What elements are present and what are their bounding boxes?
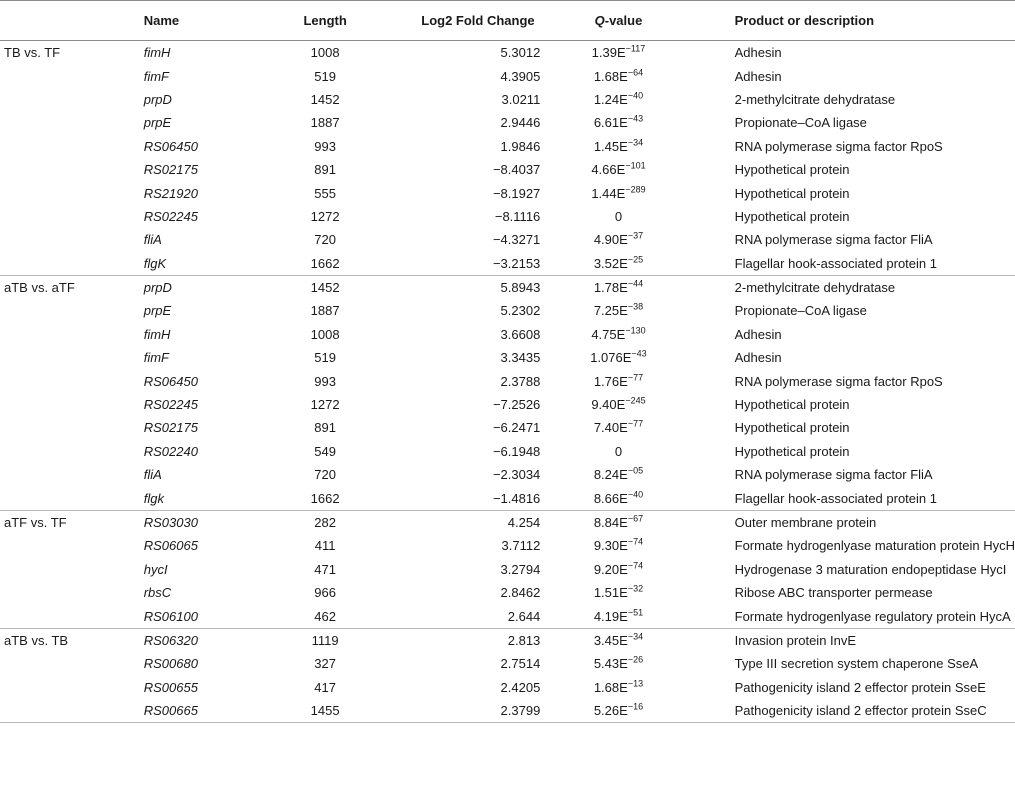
group-label [0,440,144,463]
table-row [0,346,1015,369]
table-row [0,581,1015,604]
q-value-exponent: −74 [627,537,644,548]
gene-length: 720 [314,467,336,483]
q-value-base: 1.51E [593,585,628,601]
group-label [0,181,144,204]
product-description: Hypothetical protein [734,397,850,413]
group-label [0,228,144,251]
log2-fold-change: 5.8943 [500,280,541,296]
gene-length: 1008 [310,45,340,61]
q-value-exponent: −13 [627,678,644,689]
group-label [0,676,144,699]
q-value-base: 6.61E [593,115,628,131]
group-label: aTB vs. aTF [4,280,75,296]
table-row [0,440,1015,463]
gene-length: 1887 [310,115,340,131]
log2-fold-change: −3.2153 [372,252,545,276]
group-label [0,699,144,723]
product-description: Formate hydrogenlyase regulatory protein HycA [693,604,1015,628]
product-description: Hypothetical protein [734,185,850,201]
q-value-exponent: −37 [627,230,644,241]
gene-length: 1452 [310,280,340,296]
gene-name: RS06450 [143,138,198,154]
table-row [0,510,1015,534]
gene-name: RS02175 [143,162,198,178]
gene-length: 411 [314,538,336,554]
group-label [0,205,144,228]
gene-length: 891 [314,420,336,436]
product-description: Propionate–CoA ligase [734,115,867,131]
gene-length: 417 [314,679,336,695]
q-value [544,346,692,369]
group-label [0,369,144,392]
header-q-rest: -value [604,13,643,28]
product-description: Adhesin [734,45,782,61]
log2-fold-change: 4.3905 [500,68,541,84]
gene-name: RS02245 [143,397,198,413]
gene-length: 720 [314,232,336,248]
gene-name: fimH [143,326,171,342]
q-value-exponent: −77 [627,419,644,430]
gene-length: 1452 [310,91,340,107]
table-row [0,205,1015,228]
gene-name: fliA [143,467,162,483]
log2-fold-change: 2.813 [507,632,541,648]
q-value [544,228,692,251]
gene-name: RS06450 [143,373,198,389]
q-value [544,534,692,557]
table-row [0,393,1015,416]
table-row [0,275,1015,299]
q-value-exponent: −40 [627,90,644,101]
group-label: aTF vs. TF [4,515,67,530]
gene-length: 519 [314,68,336,84]
q-value [544,676,692,699]
q-value-base: 4.19E [593,608,628,624]
gene-length: 1662 [279,486,372,510]
table-row [0,181,1015,204]
q-value [544,41,692,65]
gene-name: prpE [143,115,172,131]
q-value-exponent: −101 [625,160,646,171]
log2-fold-change: 5.3012 [500,45,541,61]
q-value-exponent: −117 [625,43,646,54]
header-length: Length [279,1,372,41]
table-row [0,323,1015,346]
table-row [0,486,1015,510]
gene-name: flgK [144,252,279,276]
q-value-base: 1.78E [593,280,628,296]
q-value-base: 7.25E [593,303,628,319]
q-value [544,299,692,322]
q-value [544,323,692,346]
q-value-base: 9.40E [591,397,626,413]
group-label [0,111,144,134]
log2-fold-change: −8.4037 [492,162,541,178]
product-description: Flagellar hook-associated protein 1 [693,252,1015,276]
group-label [0,346,144,369]
gene-length: 1272 [310,208,340,224]
gene-name: RS06100 [144,604,279,628]
q-value-base: 1.24E [593,91,628,107]
q-value-base: 8.84E [593,515,628,530]
product-description: Invasion protein InvE [734,632,857,648]
header-q-value [544,1,692,41]
log2-fold-change: 2.4205 [500,679,541,695]
q-value-base: 8.66E [593,490,628,506]
group-label: aTB vs. TB [4,632,69,648]
log2-fold-change: 3.3435 [500,350,541,366]
q-value-base: 4.66E [591,162,626,178]
q-value-base: 1.076E [590,350,632,366]
q-value [544,604,692,628]
q-value [544,699,692,723]
product-description: Propionate–CoA ligase [734,303,867,319]
gene-name: RS02175 [143,420,198,436]
q-value [544,463,692,486]
group-label [0,486,144,510]
gene-length: 519 [314,350,336,366]
gene-name: RS06320 [143,632,198,648]
q-value [544,158,692,181]
log2-fold-change: 1.9846 [500,138,541,154]
log2-fold-change: 2.9446 [500,115,541,131]
log2-fold-change: 2.644 [372,604,545,628]
q-value-base: 4.75E [591,326,626,342]
header-row [0,1,1015,41]
log2-fold-change: 2.8462 [500,585,541,601]
q-value [544,369,692,392]
group-label [0,534,144,557]
log2-fold-change: −6.2471 [492,420,541,436]
q-value-exponent: −67 [627,513,644,524]
q-value [544,440,692,463]
product-description: RNA polymerase sigma factor RpoS [734,373,943,389]
table-row [0,416,1015,439]
group-label [0,252,144,276]
q-value-exponent: −38 [627,302,644,313]
gene-name: RS03030 [143,515,198,530]
product-description: RNA polymerase sigma factor RpoS [734,138,943,154]
q-value-exponent: −64 [627,67,644,78]
gene-length: 1272 [310,397,340,413]
gene-length: 993 [314,138,336,154]
gene-length: 1008 [310,326,340,342]
q-value-base: 9.30E [593,538,628,554]
log2-fold-change: 4.254 [507,515,541,530]
q-value [544,581,692,604]
q-value-exponent: −51 [627,607,644,618]
product-description: Adhesin [734,350,782,366]
table-body [0,41,1015,723]
group-label: TB vs. TF [4,45,61,61]
log2-fold-change: −7.2526 [492,397,541,413]
gene-length: 891 [314,162,336,178]
log2-fold-change: 5.2302 [500,303,541,319]
header-fold-change: Log2 Fold Change [372,1,545,41]
header-group [0,1,144,41]
q-value-exponent: −77 [627,372,644,383]
q-value-exponent: −40 [627,489,644,500]
gene-name: hycI [143,561,168,577]
product-description: RNA polymerase sigma factor FliA [734,467,933,483]
gene-name: RS06065 [143,538,198,554]
q-value-exponent: −25 [627,254,644,265]
table-row [0,299,1015,322]
gene-length: 471 [314,561,336,577]
table-row [0,88,1015,111]
q-value [544,64,692,87]
group-label [0,64,144,87]
gene-name: prpE [143,303,172,319]
product-description: Hypothetical protein [734,443,850,459]
table-row [0,111,1015,134]
header-q-letter: Q [594,13,605,28]
q-value [544,275,692,299]
q-value [544,628,692,652]
product-description: Pathogenicity island 2 effector protein SseE [734,679,986,695]
q-value-exponent: −289 [625,184,646,195]
product-description: Pathogenicity island 2 effector protein SseC [693,699,1015,723]
group-label [0,393,144,416]
q-value-exponent: −05 [627,465,644,476]
table-row [0,369,1015,392]
table-row [0,604,1015,628]
q-value [544,486,692,510]
q-value [544,205,692,228]
gene-length: 282 [314,515,336,530]
gene-name: prpD [143,91,172,107]
table-row [0,652,1015,675]
table-row [0,676,1015,699]
group-label [0,323,144,346]
group-label [0,299,144,322]
gene-length: 549 [314,443,336,459]
q-value [544,510,692,534]
gene-length: 1887 [310,303,340,319]
product-description: Type III secretion system chaperone SseA [734,656,979,672]
q-value-exponent: −34 [627,137,644,148]
q-value [544,252,692,276]
product-description: Hypothetical protein [734,420,850,436]
gene-name: RS02240 [143,443,198,459]
log2-fold-change: −8.1116 [494,208,541,224]
gene-name: rbsC [143,585,172,601]
gene-name: fimH [143,45,171,61]
q-value-base: 0 [614,443,623,459]
table-row [0,158,1015,181]
q-value-base: 0 [614,208,623,224]
log2-fold-change: 2.3799 [372,699,545,723]
q-value [544,393,692,416]
q-value-exponent: −16 [627,701,644,712]
log2-fold-change: 3.6608 [500,326,541,342]
product-description: Flagellar hook-associated protein 1 [693,486,1015,510]
log2-fold-change: 2.7514 [500,656,541,672]
table-row [0,534,1015,557]
q-value-exponent: −130 [625,325,646,336]
gene-length: 462 [279,604,372,628]
q-value-base: 5.26E [593,703,628,719]
product-description: Adhesin [734,68,782,84]
product-description: Outer membrane protein [734,515,877,530]
gene-name: fimF [143,68,169,84]
gene-name: RS00665 [144,699,279,723]
table-row [0,228,1015,251]
gene-name: fliA [143,232,162,248]
q-value-exponent: −32 [627,583,644,594]
q-value-exponent: −43 [631,348,647,359]
log2-fold-change: −6.1948 [492,443,541,459]
q-value-exponent: −26 [627,655,644,666]
q-value-base: 3.45E [593,632,628,648]
product-description: Hypothetical protein [734,162,850,178]
q-value [544,135,692,158]
q-value-base: 7.40E [593,420,628,436]
product-description: Hydrogenase 3 maturation endopeptidase HycI [734,561,1007,577]
q-value-base: 1.44E [591,185,626,201]
q-value [544,416,692,439]
table-row [0,699,1015,723]
table-row [0,252,1015,276]
gene-length: 993 [314,373,336,389]
q-value-exponent: −74 [627,560,644,571]
product-description: Adhesin [734,326,782,342]
q-value-base: 9.20E [593,561,628,577]
gene-name: fimF [143,350,169,366]
q-value-base: 1.39E [591,45,626,61]
gene-length: 966 [314,585,336,601]
q-value-base: 1.76E [593,373,628,389]
group-label [0,135,144,158]
log2-fold-change: −2.3034 [492,467,541,483]
table-row [0,135,1015,158]
q-value-exponent: −245 [625,395,646,406]
product-description: RNA polymerase sigma factor FliA [734,232,933,248]
group-label [0,558,144,581]
q-value-base: 1.68E [593,68,628,84]
q-value-exponent: −34 [627,631,644,642]
header-name: Name [144,1,279,41]
gene-length: 1119 [311,632,339,648]
q-value-base: 1.68E [593,679,628,695]
log2-fold-change: 3.7112 [501,538,541,554]
gene-length: 1662 [279,252,372,276]
group-label [0,581,144,604]
table-row [0,41,1015,65]
gene-name: RS02245 [143,208,198,224]
q-value-base: 1.45E [593,138,628,154]
table-row [0,463,1015,486]
gene-name: RS00655 [143,679,198,695]
log2-fold-change: −8.1927 [492,185,541,201]
q-value-base: 3.52E [593,255,628,271]
q-value-base: 8.24E [593,467,628,483]
product-description: 2-methylcitrate dehydratase [734,280,896,296]
group-label [0,416,144,439]
q-value-base: 4.90E [593,232,628,248]
q-value [544,652,692,675]
product-description: Hypothetical protein [734,208,850,224]
q-value-exponent: −44 [627,278,644,289]
gene-name: prpD [143,280,172,296]
gene-length: 555 [314,185,336,201]
product-description: Formate hydrogenlyase maturation protein HycH [734,538,1015,554]
table-row [0,558,1015,581]
q-value-exponent: −43 [627,114,644,125]
q-value [544,88,692,111]
log2-fold-change: 2.3788 [500,373,541,389]
gene-length: 1455 [279,699,372,723]
header-description: Product or description [693,1,1015,41]
log2-fold-change: −1.4816 [372,486,545,510]
log2-fold-change: 3.0211 [501,91,541,107]
gene-name: RS00680 [143,656,198,672]
group-label [0,158,144,181]
product-description: 2-methylcitrate dehydratase [734,91,896,107]
q-value [544,558,692,581]
group-label [0,88,144,111]
q-value-base: 5.43E [593,656,628,672]
gene-length: 327 [314,656,336,672]
table-row [0,64,1015,87]
group-label [0,604,144,628]
log2-fold-change: −4.3271 [492,232,541,248]
table-row [0,628,1015,652]
gene-name: flgk [144,486,279,510]
log2-fold-change: 3.2794 [500,561,541,577]
q-value [544,111,692,134]
product-description: Ribose ABC transporter permease [734,585,933,601]
gene-name: RS21920 [143,185,198,201]
group-label [0,463,144,486]
group-label [0,652,144,675]
q-value [544,181,692,204]
